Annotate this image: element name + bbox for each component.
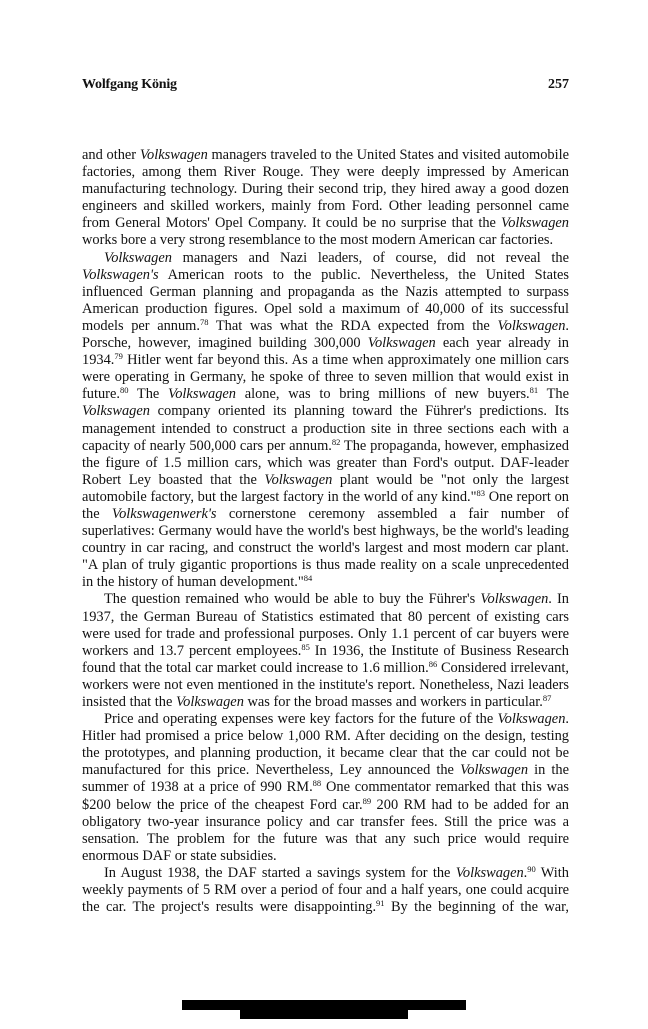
running-header — [82, 77, 569, 99]
footnote-ref: 87 — [542, 693, 552, 703]
paragraph-3: The question remained who would be able to buy the Führer's Volkswagen. In 1937, the German Bureau of Statistics estimated that 80 percent of existing cars were used for trade and professional purposes. Only 1.1 percent of car buyers were workers and 13.7 percent employees.$^{85}$ In 1936, the Institute of Business Research found that the total car market could increase to 1.6 million.$^{86}$ Considered irrelevant, workers were not even mentioned in the institute's report. Nonetheless, Nazi leaders insisted that the Volkswagen was for the broad masses and workers in particular.$^{87}$ — [82, 591, 569, 710]
footnote-ref: 89 — [362, 795, 372, 806]
footnote-ref: 86 — [428, 658, 438, 669]
footnote-ref: 82 — [331, 436, 341, 447]
paragraph-4: Price and operating expenses were key factors for the future of the Volkswagen. Hitler had promised a price below 1,000 RM. After deciding on the design, testing the prototypes, and planning production, it became clear that the car could not be manufactured for this price. Nevertheless, Ley announced the Volkswagen in the summer of 1938 at a price of 990 RM.$^{88}$ One commentator remarked that this was $200 below the price of the cheapest Ford car.$^{89}$ 200 RM had to be added for an obligatory two-year insurance policy and car transfer fees. Still the price was a sensation. The problem for the future was that any such price would require enormous DAF or state subsidies. — [82, 711, 569, 864]
footnote-ref: 85 — [301, 641, 310, 652]
footnote-ref: 81 — [529, 385, 539, 396]
footnote-ref: 80 — [119, 385, 129, 396]
footnote-ref: 83 — [476, 487, 485, 498]
footnote-ref: 84 — [303, 573, 313, 584]
scan-redaction-bar-top — [182, 1000, 466, 1010]
footnote-ref: 91 — [376, 898, 385, 909]
running-header-author: Wolfgang König — [82, 77, 177, 92]
paragraph-2: Volkswagen managers and Nazi leaders, of course, did not reveal the Volkswagen's American roots to the public. Nevertheless, the United States influenced German planning and propaganda as the Nazis attempted to surpass American production figures. Opel sold a maximum of 40,000 of its successful models per annum.$^{78}$ That was what the RDA expected from the Volkswagen. Porsche, however, imagined building 300,000 Volkswagen each year already in 1934.79 Hitler went far beyond this. As a time when approximately one million cars were operating in Germany, he spoke of three to seven million that would exist in future.$^{80}$ The Volkswagen alone, was to bring millions of new buyers.$^{81}$ The Volkswagen company oriented its planning toward the Führer's predictions. Its management intended to construct a production site in three sections each with a capacity of nearly 500,000 cars per annum.$^{82}$ The propaganda, however, emphasized the figure of 1.5 million cars, which was greater than Ford's output. DAF-leader Robert Ley boasted that the Volkswagen plant would be "not only the largest automobile factory, but the largest factory in the world of any kind."$^{83}$ One report on the Volkswagenwerk's cornerstone ceremony assembled a fair number of superlatives: Germany would have the world's best highways, be the world's leading country in car racing, and construct the world's largest and most modern car plant. "A plan of truly gigantic proportions is thus made reality on a scale unprecedented in the history of human development."$^{84}$ — [82, 249, 569, 591]
footnote-ref: 79 — [114, 351, 123, 362]
scan-redaction-bar-bottom — [240, 1010, 408, 1019]
footnote-ref: 90 — [527, 863, 536, 874]
body-text — [82, 147, 569, 916]
paragraph-5: In August 1938, the DAF started a savings system for the Volkswagen.$^{90}$ With weekly payments of 5 RM over a period of four and a half years, one could acquire the car. The project's results were disappointing.$^{91}$ By the beginning of the war, — [82, 863, 569, 916]
footnote-ref: 88 — [312, 778, 322, 789]
paragraph-1: and other Volkswagen managers traveled to the United States and visited automobile factories, among them River Rouge. They were deeply impressed by American manufacturing technology. During their second trip, they hired away a good dozen engineers and skilled workers, mainly from Ford. Other leading personnel came from General Motors' Opel Company. It could be no surprise that the Volkswagen works bore a very strong resemblance to the most modern American car factories. — [82, 147, 569, 249]
page-number: 257 — [548, 77, 569, 92]
footnote-ref: 78 — [199, 316, 209, 327]
